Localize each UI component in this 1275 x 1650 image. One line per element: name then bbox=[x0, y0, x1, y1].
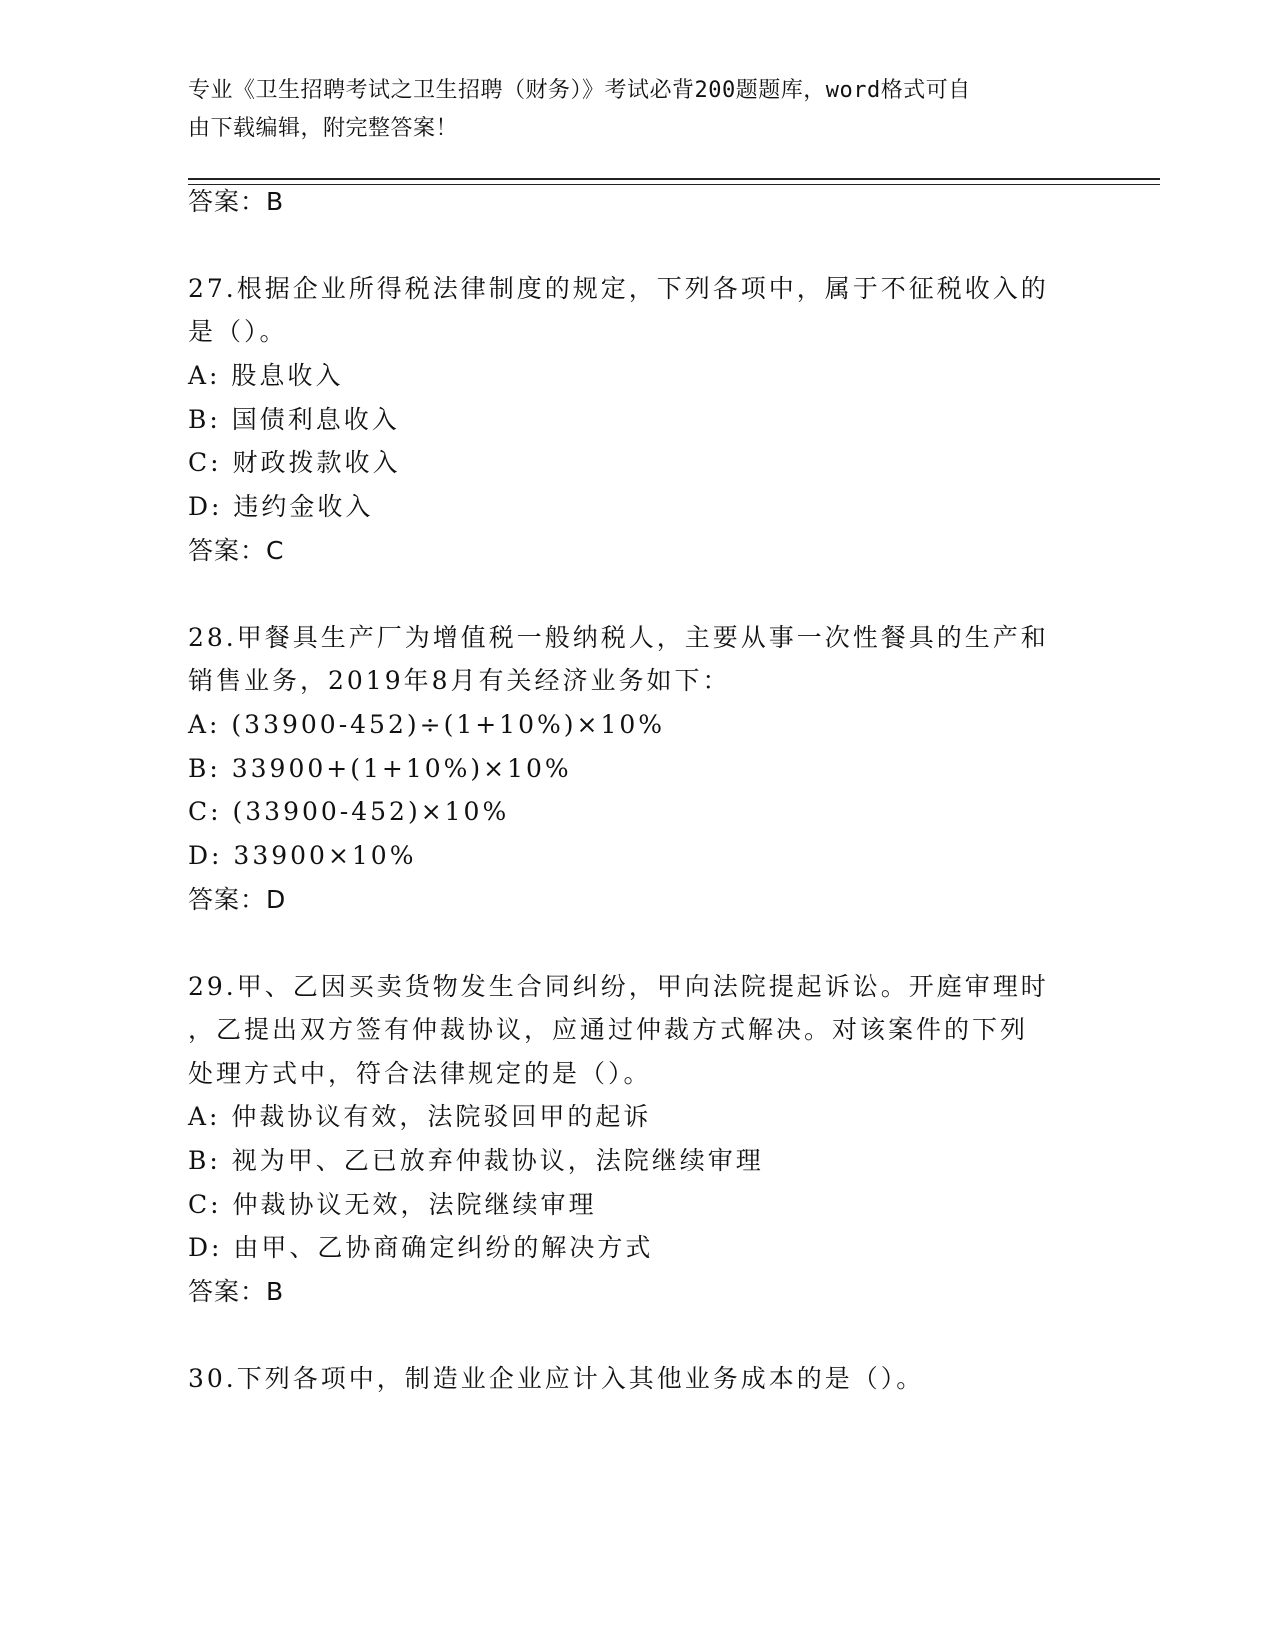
question-30-line-1: 30.下列各项中，制造业企业应计入其他业务成本的是（）。 bbox=[188, 1364, 925, 1393]
question-29-option-d: D: 由甲、乙协商确定纠纷的解决方式 bbox=[188, 1233, 654, 1262]
question-27-option-b: B: 国债利息收入 bbox=[188, 405, 400, 434]
answer-29: 答案：B bbox=[188, 1277, 285, 1306]
question-28-option-c: C: (33900-452)×10% bbox=[188, 797, 510, 826]
header-rule-top bbox=[188, 178, 1160, 180]
question-29-option-c: C: 仲裁协议无效，法院继续审理 bbox=[188, 1190, 597, 1219]
question-27-line-2: 是（）。 bbox=[188, 317, 288, 346]
question-29-line-3: 处理方式中，符合法律规定的是（）。 bbox=[188, 1059, 652, 1088]
header-note-line-2: 由下载编辑，附完整答案！ bbox=[188, 116, 459, 141]
answer-27: 答案：C bbox=[188, 536, 285, 565]
question-27-line-1: 27.根据企业所得税法律制度的规定，下列各项中，属于不征税收入的 bbox=[188, 274, 1049, 303]
question-29-option-b: B: 视为甲、乙已放弃仲裁协议，法院继续审理 bbox=[188, 1146, 764, 1175]
question-28-option-d: D: 33900×10% bbox=[188, 841, 417, 870]
header-note bbox=[188, 72, 1088, 148]
question-29-line-1: 29.甲、乙因买卖货物发生合同纠纷，甲向法院提起诉讼。开庭审理时 bbox=[188, 972, 1049, 1001]
header-note-line-1: 专业《卫生招聘考试之卫生招聘（财务）》考试必背200题题库，word格式可自 bbox=[188, 78, 971, 103]
question-28-option-b: B: 33900+(1+10%)×10% bbox=[188, 754, 572, 783]
question-29-option-a: A: 仲裁协议有效，法院驳回甲的起诉 bbox=[188, 1102, 652, 1131]
question-27-option-d: D: 违约金收入 bbox=[188, 492, 374, 521]
answer-28: 答案：D bbox=[188, 885, 287, 914]
question-27-option-c: C: 财政拨款收入 bbox=[188, 448, 401, 477]
question-28-option-a: A: (33900-452)÷(1+10%)×10% bbox=[188, 710, 666, 739]
answer-26: 答案：B bbox=[188, 187, 285, 216]
question-29-line-2: ，乙提出双方签有仲裁协议，应通过仲裁方式解决。对该案件的下列 bbox=[188, 1015, 1029, 1044]
question-27-option-a: A: 股息收入 bbox=[188, 361, 344, 390]
question-28-line-2: 销售业务，2019年8月有关经济业务如下： bbox=[188, 666, 731, 695]
question-28-line-1: 28.甲餐具生产厂为增值税一般纳税人，主要从事一次性餐具的生产和 bbox=[188, 623, 1049, 652]
header-rule-bottom bbox=[188, 184, 1160, 185]
